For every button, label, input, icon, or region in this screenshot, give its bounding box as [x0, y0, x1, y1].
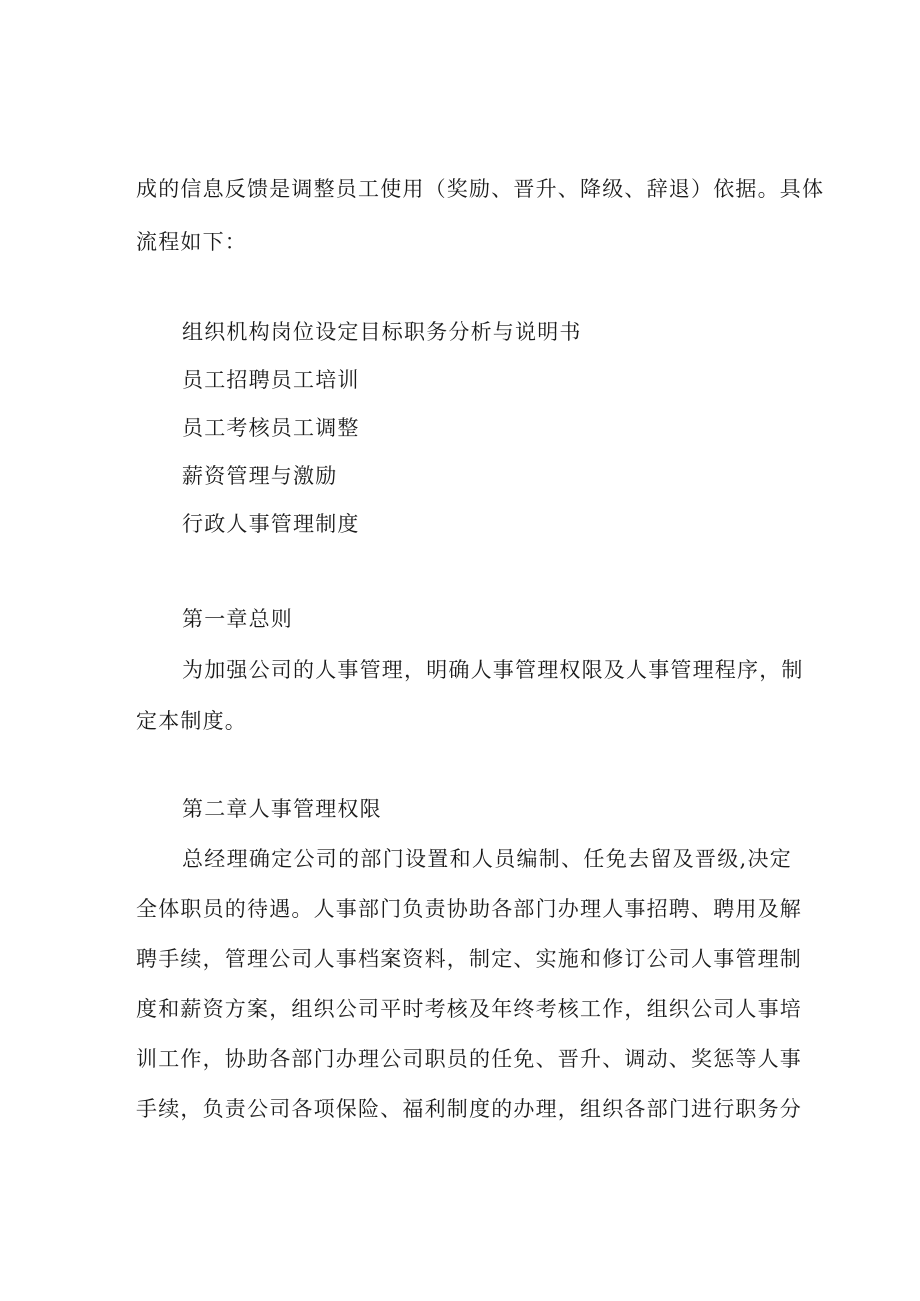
- chapter1-para-line-1: 为加强公司的人事管理，明确人事管理权限及人事管理程序，制: [182, 658, 804, 682]
- flow-item-assess: 员工考核员工调整: [182, 416, 360, 440]
- chapter2-para-line-6: 手续，负责公司各项保险、福利制度的办理，组织各部门进行职务分: [136, 1097, 802, 1121]
- chapter2-para-line-4: 度和薪资方案，组织公司平时考核及年终考核工作，组织公司人事培: [136, 997, 802, 1021]
- chapter2-para-line-3: 聘手续，管理公司人事档案资料，制定、实施和修订公司人事管理制: [136, 947, 802, 971]
- chapter2-para-line-1: 总经理确定公司的部门设置和人员编制、任免去留及晋级,决定: [182, 847, 792, 871]
- flow-item-salary: 薪资管理与激励: [182, 464, 338, 488]
- chapter1-para-line-2: 定本制度。: [136, 709, 247, 733]
- chapter2-para-line-2: 全体职员的待遇。人事部门负责协助各部门办理人事招聘、聘用及解: [136, 897, 802, 921]
- chapter2-heading: 第二章人事管理权限: [182, 797, 382, 821]
- intro-line-2: 流程如下：: [136, 230, 247, 254]
- flow-item-admin: 行政人事管理制度: [182, 512, 360, 536]
- flow-item-recruit: 员工招聘员工培训: [182, 368, 360, 392]
- flow-item-org: 组织机构岗位设定目标职务分析与说明书: [182, 320, 582, 344]
- intro-line-1: 成的信息反馈是调整员工使用（奖励、晋升、降级、辞退）依据。具体: [136, 177, 825, 201]
- chapter2-para-line-5: 训工作，协助各部门办理公司职员的任免、晋升、调动、奖惩等人事: [136, 1047, 802, 1071]
- chapter1-heading: 第一章总则: [182, 607, 293, 631]
